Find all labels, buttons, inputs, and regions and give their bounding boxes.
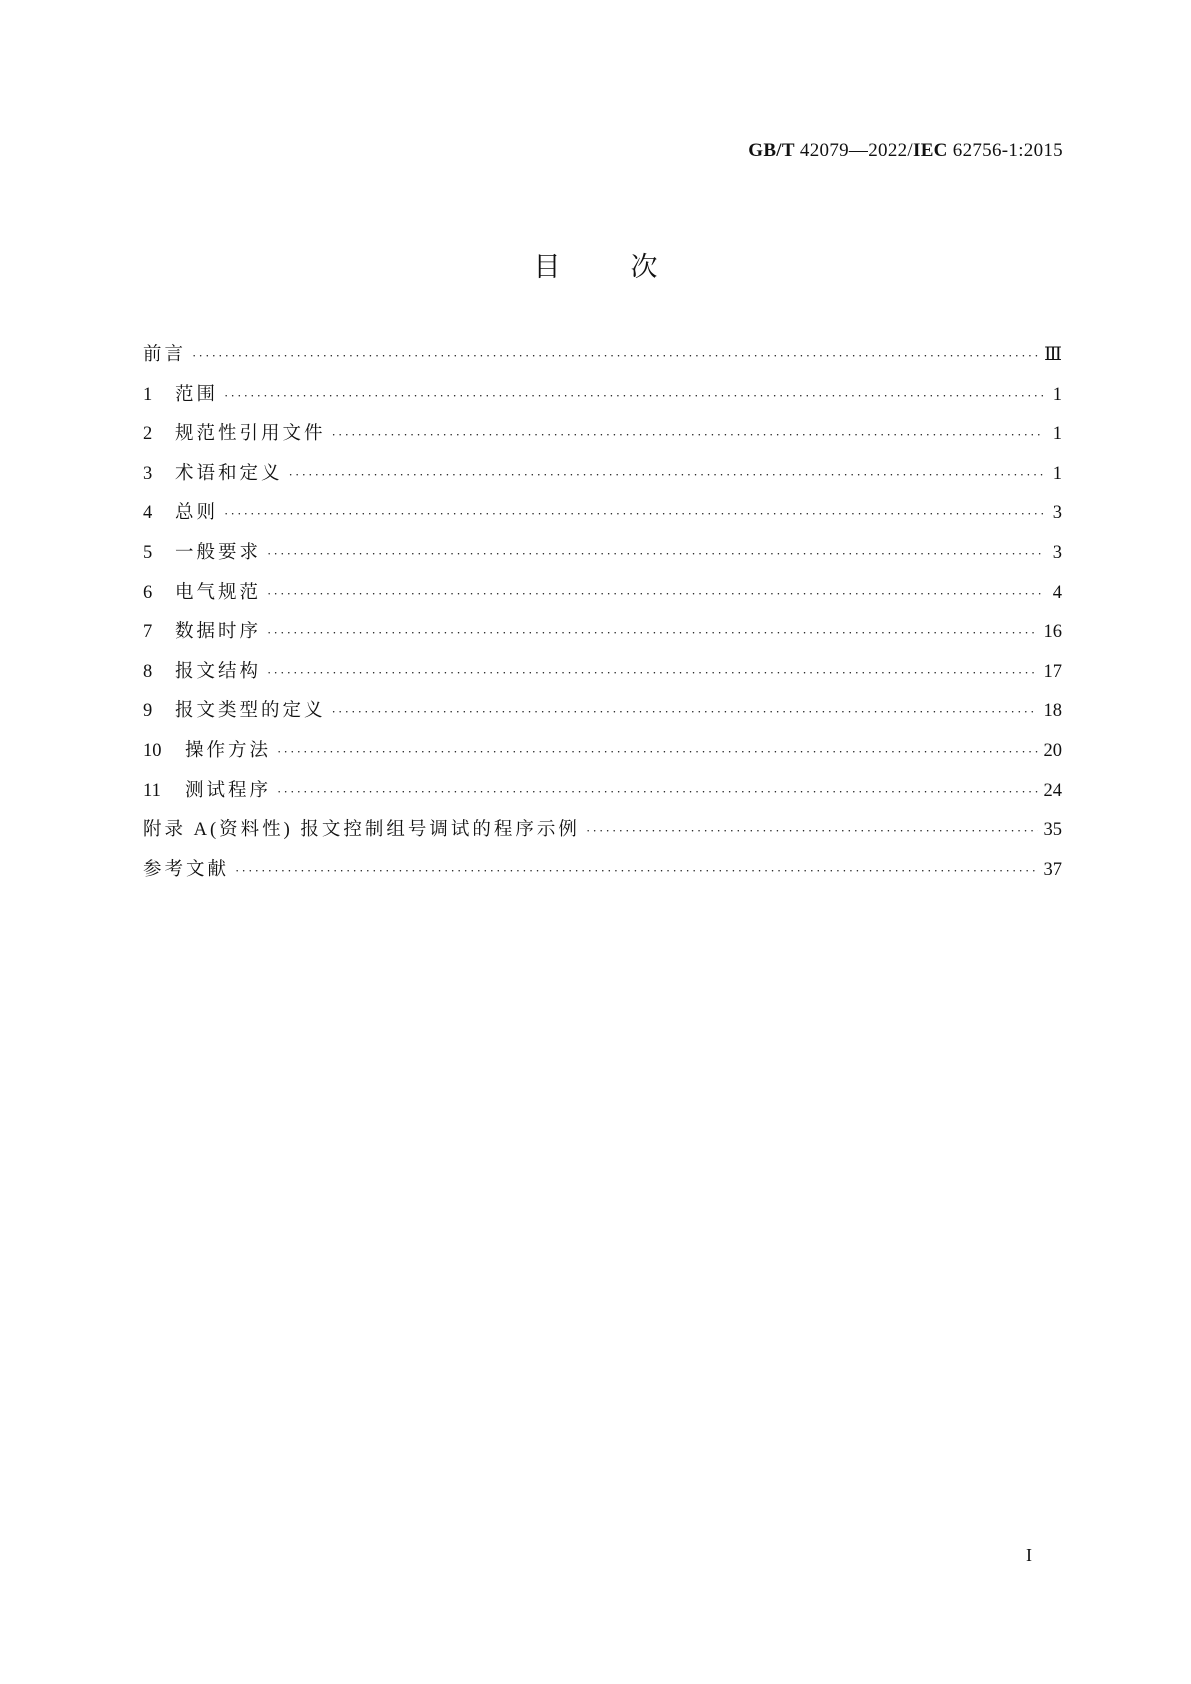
toc-entry-number: 1 [143,384,153,405]
toc-entry[interactable] [143,578,1062,618]
toc-entry-label: 术语和定义 [175,463,283,484]
dot-leader [277,744,1037,760]
dot-leader [332,704,1038,720]
toc-entry-label: 规范性引用文件 [175,424,326,445]
toc-entry[interactable] [143,459,1062,499]
toc-entry-label: 操作方法 [185,740,272,761]
toc-entry-page: 3 [1052,542,1062,563]
page-number: I [1026,1545,1032,1565]
dot-leader [224,506,1044,522]
toc-entry[interactable] [143,776,1062,816]
toc-entry-page: 24 [1043,780,1062,801]
toc-entry-page: 35 [1043,820,1062,841]
toc-entry-label: 电气规范 [175,582,262,603]
toc-entry[interactable] [143,498,1062,538]
toc-entry-page: 18 [1043,701,1062,722]
toc-entry-label: 前言 [143,345,187,365]
iec-code: IEC [913,140,948,161]
title-char: 次 [630,252,658,283]
toc-entry-number: 10 [143,740,162,761]
iec-number: 62756-1:2015 [952,140,1063,161]
toc-entry-page: Ⅲ [1044,345,1062,365]
toc-entry-number: 8 [143,661,153,682]
toc-entry-label: 参考文献 [143,859,230,880]
toc-entry-page: 20 [1043,740,1062,761]
toc-entry-label: 报文类型的定义 [175,701,326,722]
dot-leader [277,784,1037,800]
dot-leader [267,625,1037,641]
toc-entry-page: 16 [1043,622,1062,643]
toc-entry[interactable] [143,696,1062,736]
dot-leader [192,348,1038,364]
toc-entry-page: 17 [1043,661,1062,682]
toc-entry-label: 测试程序 [185,780,272,801]
dot-leader [586,823,1038,839]
standard-code: GB/T [748,140,795,161]
toc-entry-page: 3 [1052,503,1062,524]
toc-entry[interactable] [143,340,1062,380]
toc-entry[interactable] [143,617,1062,657]
title-char: 目 [533,252,561,283]
toc-entry-label: 报文结构 [175,661,262,682]
toc-entry-number: 3 [143,463,153,484]
toc-entry[interactable] [143,855,1062,895]
toc-entry-label: 范围 [175,384,219,405]
toc-entry-label: 一般要求 [175,542,262,563]
standard-number: 42079—2022/ [799,140,914,161]
toc-entry[interactable] [143,657,1062,697]
toc-entry-page: 37 [1043,859,1062,880]
dot-leader [332,427,1044,443]
toc-entry-number: 5 [143,542,153,563]
dot-leader [267,586,1044,602]
toc-entry-label: 总则 [175,503,219,524]
toc-entry-page: 1 [1052,384,1062,405]
toc-entry[interactable] [143,380,1062,420]
toc-entry-number: 2 [143,424,153,445]
table-of-contents [143,340,1062,894]
toc-entry-number: 6 [143,582,153,603]
toc-entry[interactable] [143,538,1062,578]
toc-entry-number: 11 [143,780,161,801]
toc-entry-label: 附录 A(资料性) 报文控制组号调试的程序示例 [143,820,580,841]
dot-leader [267,546,1044,562]
toc-entry-page: 4 [1052,582,1062,603]
toc-entry-number: 7 [143,622,153,643]
toc-entry[interactable] [143,736,1062,776]
toc-entry-number: 4 [143,503,153,524]
dot-leader [289,467,1044,483]
toc-entry-page: 1 [1052,463,1062,484]
toc-entry-number: 9 [143,701,153,722]
page-title [0,245,1191,284]
toc-entry-label: 数据时序 [175,622,262,643]
document-standard-number [748,140,1063,162]
dot-leader [224,388,1044,404]
toc-entry-page: 1 [1052,424,1062,445]
dot-leader [267,665,1037,681]
toc-entry[interactable] [143,815,1062,855]
dot-leader [235,863,1037,879]
toc-entry[interactable] [143,419,1062,459]
